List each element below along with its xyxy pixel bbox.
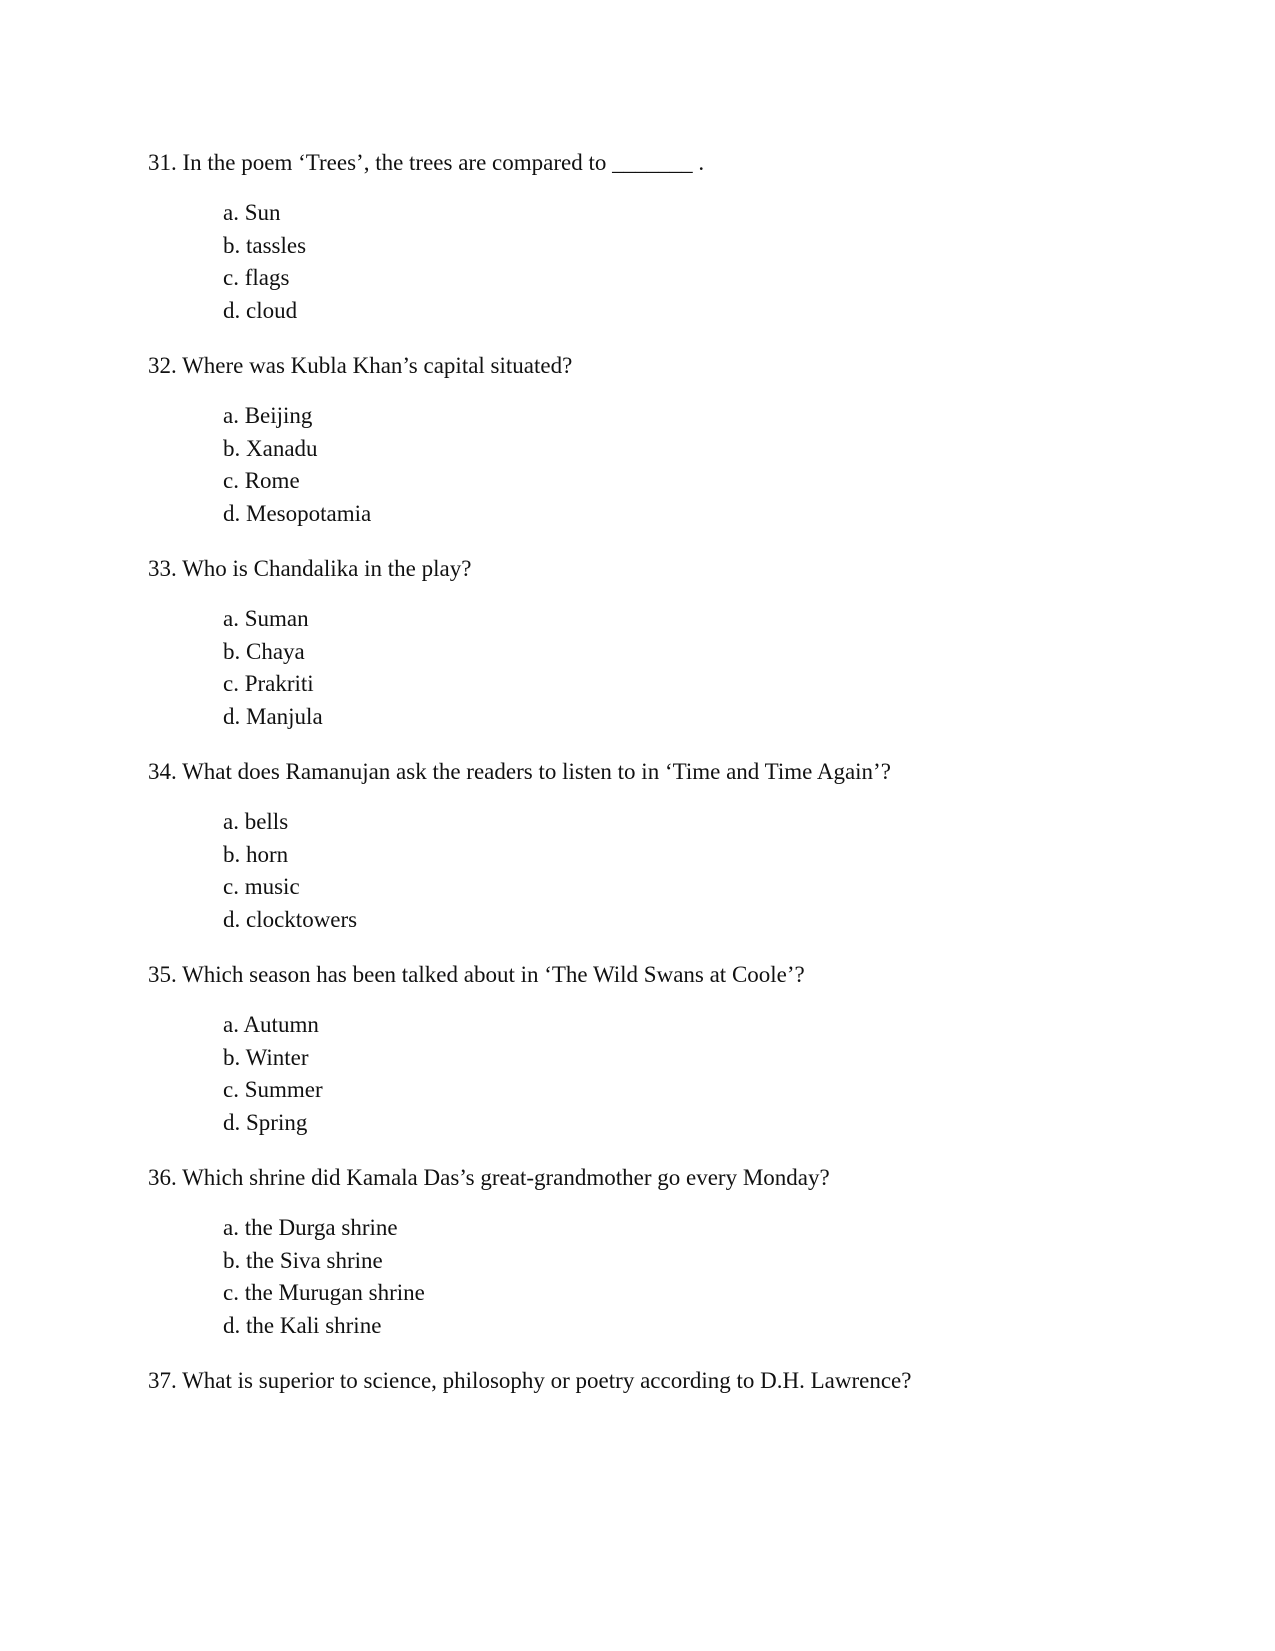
- option-c: c. Summer: [223, 1077, 323, 1103]
- option-list: [148, 806, 1228, 937]
- option-list: [148, 1212, 1228, 1343]
- question-32: [148, 350, 1228, 531]
- option-d: d. cloud: [223, 298, 298, 324]
- option-d: d. the Kali shrine: [223, 1313, 382, 1339]
- question-33: [148, 553, 1228, 734]
- option-d: d. Manjula: [223, 704, 323, 730]
- option-c: c. Prakriti: [223, 671, 314, 697]
- option-b: b. Xanadu: [223, 435, 318, 461]
- question-text: 36. Which shrine did Kamala Das’s great-grandmother go every Monday?: [148, 1165, 830, 1190]
- option-a: a. Sun: [223, 200, 281, 225]
- option-list: [148, 603, 1228, 734]
- option-b: b. Chaya: [223, 638, 305, 664]
- option-a: a. Suman: [223, 606, 309, 631]
- question-text: 34. What does Ramanujan ask the readers to listen to in ‘Time and Time Again’?: [148, 759, 891, 784]
- question-34: [148, 756, 1228, 937]
- question-text: 32. Where was Kubla Khan’s capital situated?: [148, 353, 573, 378]
- option-d: d. Spring: [223, 1110, 308, 1136]
- option-list: [148, 400, 1228, 531]
- option-c: c. flags: [223, 265, 290, 291]
- option-list: [148, 1009, 1228, 1140]
- question-text: 33. Who is Chandalika in the play?: [148, 556, 472, 581]
- question-31: [148, 147, 1228, 328]
- option-b: b. the Siva shrine: [223, 1247, 383, 1273]
- option-list: [148, 197, 1228, 328]
- option-d: d. clocktowers: [223, 907, 358, 933]
- option-a: a. Autumn: [223, 1012, 319, 1037]
- option-c: c. the Murugan shrine: [223, 1280, 425, 1306]
- question-35: [148, 959, 1228, 1140]
- option-c: c. music: [223, 874, 300, 900]
- question-text: 37. What is superior to science, philosophy or poetry according to D.H. Lawrence?: [148, 1368, 912, 1393]
- question-36: [148, 1162, 1228, 1343]
- option-c: c. Rome: [223, 468, 300, 494]
- option-b: b. horn: [223, 841, 289, 867]
- question-text: 35. Which season has been talked about in ‘The Wild Swans at Coole’?: [148, 962, 805, 987]
- option-a: a. Beijing: [223, 403, 313, 428]
- question-37: [148, 1365, 1228, 1397]
- option-a: a. bells: [223, 809, 289, 834]
- option-b: b. tassles: [223, 232, 307, 258]
- option-d: d. Mesopotamia: [223, 501, 372, 527]
- question-text: 31. In the poem ‘Trees’, the trees are compared to _______ .: [148, 150, 705, 175]
- option-a: a. the Durga shrine: [223, 1215, 398, 1240]
- option-b: b. Winter: [223, 1044, 309, 1070]
